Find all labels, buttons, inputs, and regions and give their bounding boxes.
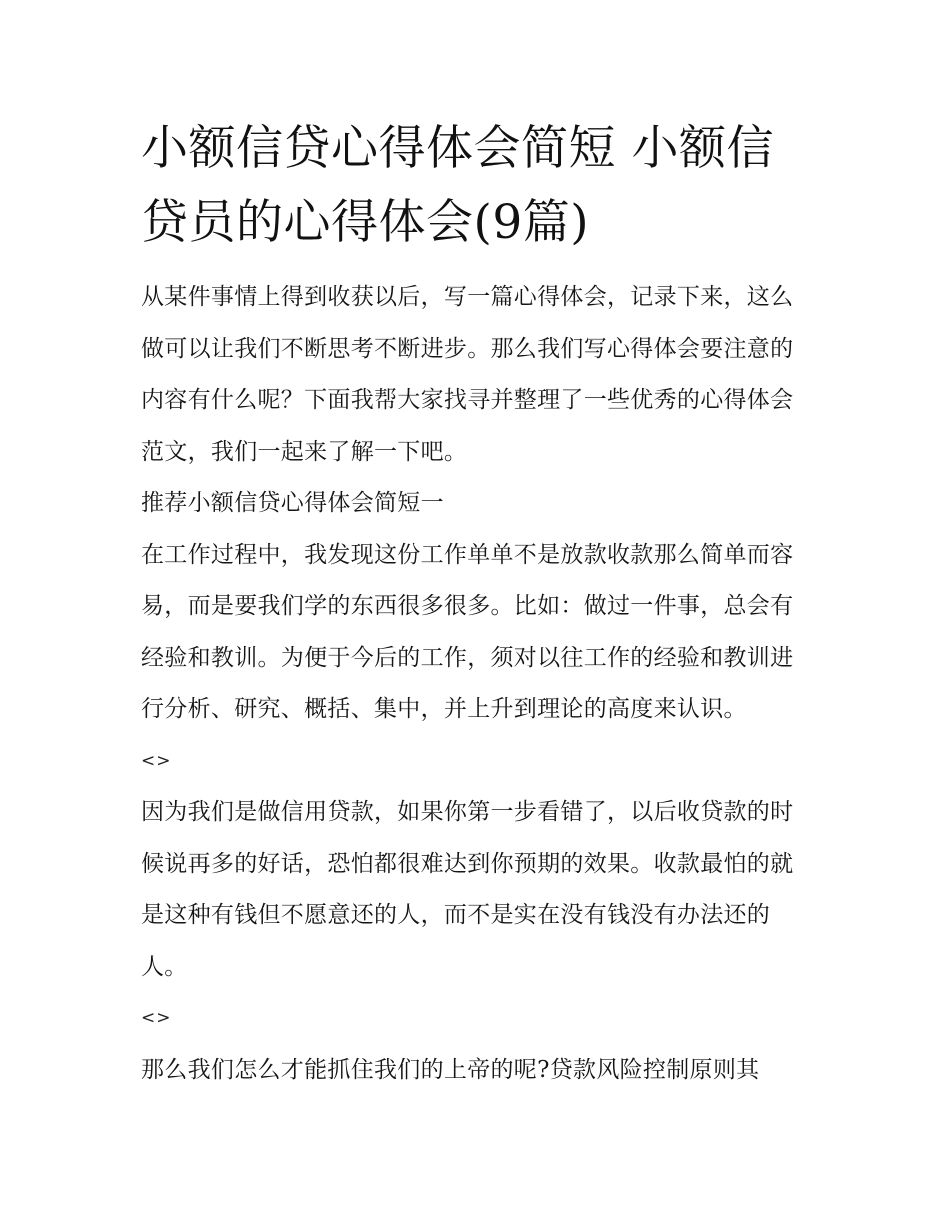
document-title: 小额信贷心得体会简短 小额信贷员的心得体会(9篇) [141, 121, 774, 250]
marker-2: <> [141, 1008, 172, 1028]
body-paragraph-3: 那么我们怎么才能抓住我们的上帝的呢?贷款风险控制原则其 [141, 1056, 760, 1083]
intro-paragraph: 从某件事情上得到收获以后，写一篇心得体会，记录下来，这么做可以让我们不断思考不断进步。那么我们写心得体会要注意的内容有什么呢？下面我帮大家找寻并整理了一些优秀的心得体会范文，我们一起来了解一下吧。 [141, 284, 794, 465]
section-heading: 推荐小额信贷心得体会简短一 [141, 490, 444, 516]
body-paragraph-2: 因为我们是做信用贷款，如果你第一步看错了，以后收贷款的时候说再多的好话，恐怕都很难达到你预期的效果。收款最怕的就是这种有钱但不愿意还的人，而不是实在没有钱没有办法还的人。 [141, 799, 794, 980]
body-paragraph-1: 在工作过程中，我发现这份工作单单不是放款收款那么简单而容易，而是要我们学的东西很多很多。比如：做过一件事，总会有经验和教训。为便于今后的工作，须对以往工作的经验和教训进行分析、研究、概括、集中，并上升到理论的高度来认识。 [141, 541, 794, 722]
marker-1: <> [141, 750, 172, 771]
document-body [141, 112, 813, 1096]
